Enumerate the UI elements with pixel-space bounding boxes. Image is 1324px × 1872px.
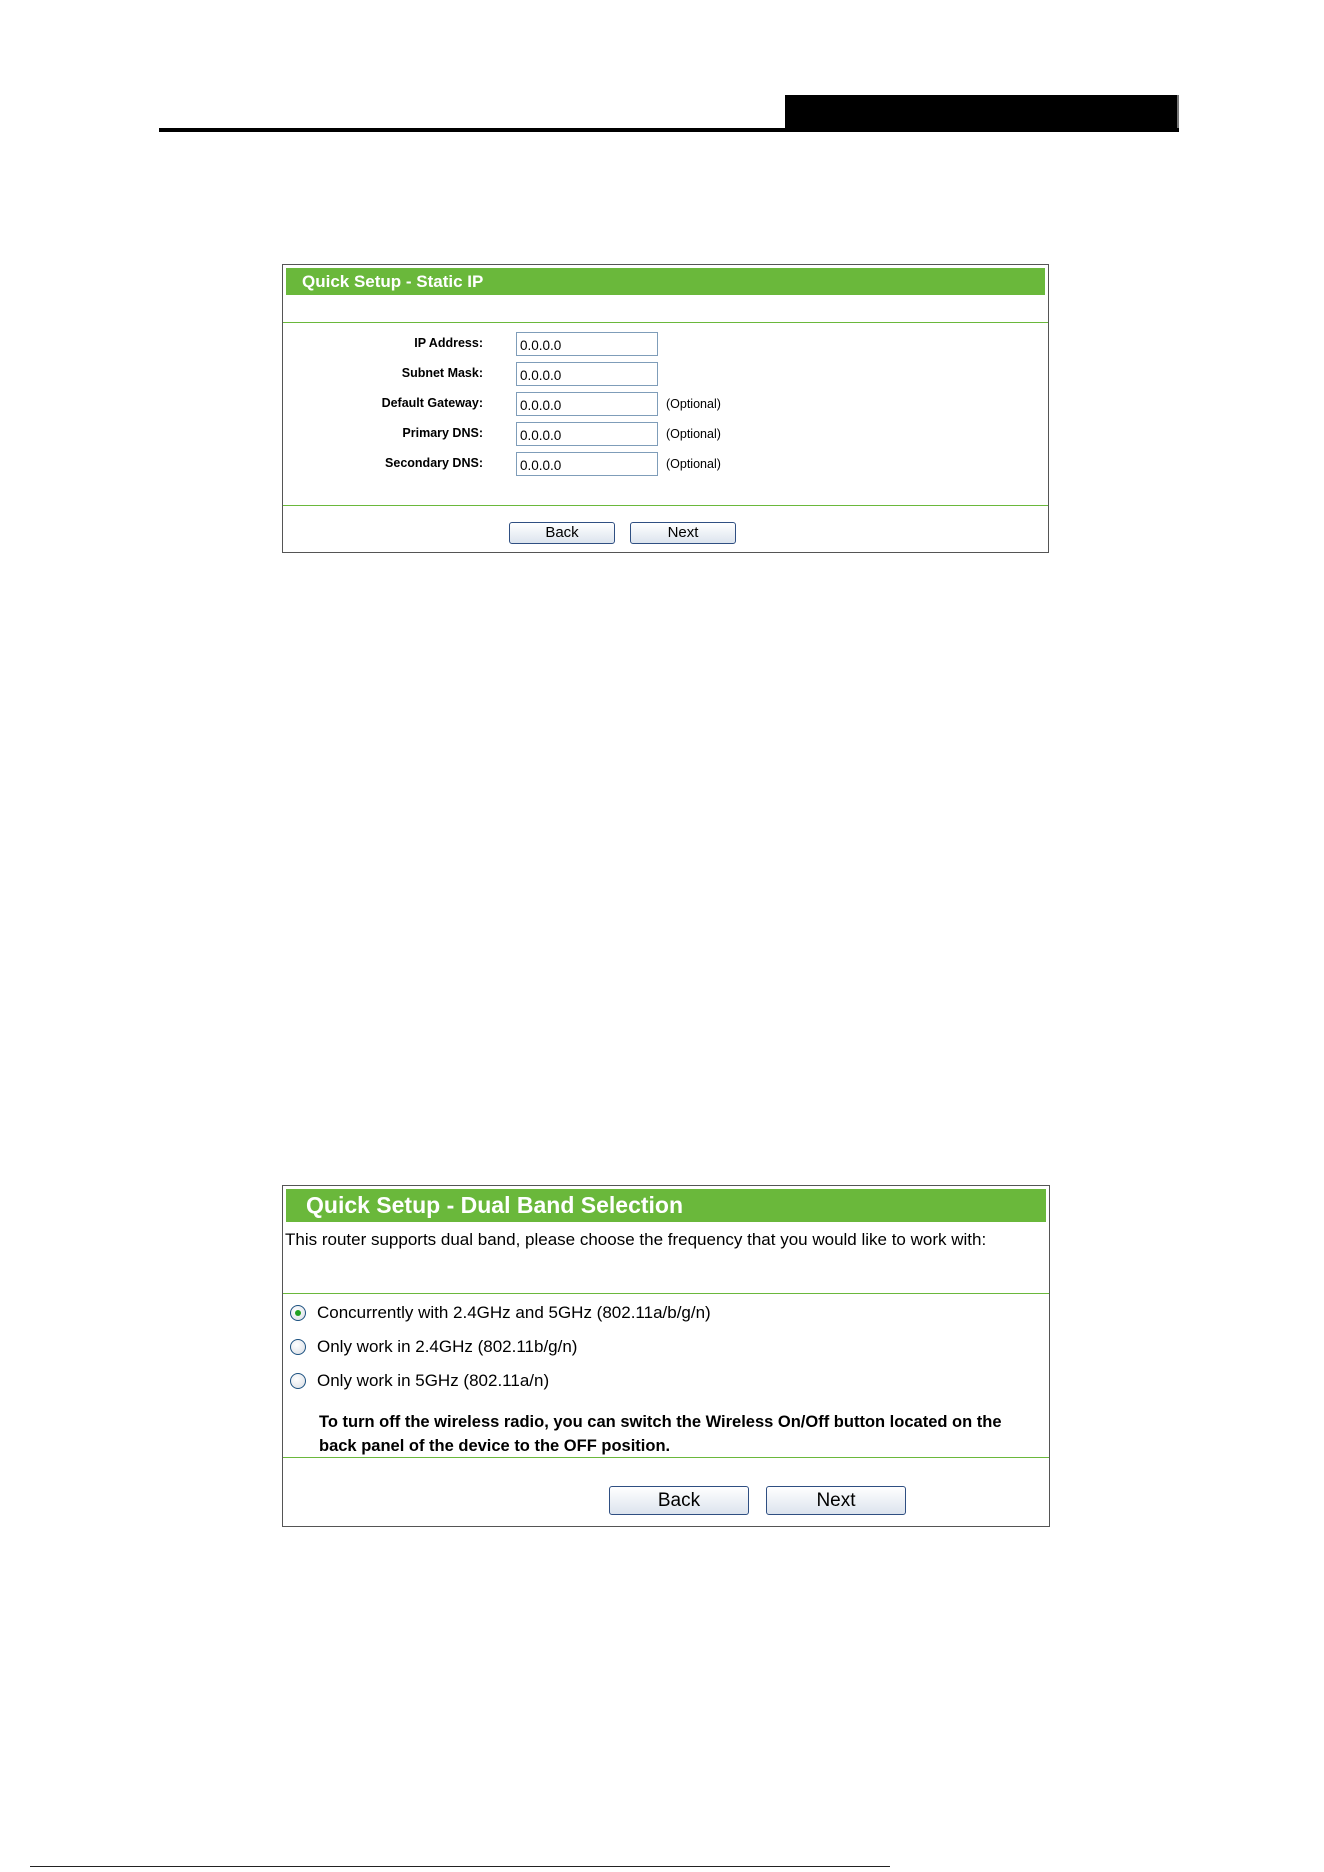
- secondary-dns-label: Secondary DNS:: [385, 456, 483, 470]
- static-ip-title: Quick Setup - Static IP: [286, 268, 1045, 295]
- wireless-off-note: To turn off the wireless radio, you can switch the Wireless On/Off button located on the back panel of the device to the OFF position.: [319, 1413, 1002, 1455]
- default-gateway-optional-note: (Optional): [666, 397, 721, 411]
- radio-5ghz-only[interactable]: [290, 1373, 306, 1389]
- ip-address-input[interactable]: [516, 332, 658, 356]
- subnet-mask-input[interactable]: [516, 362, 658, 386]
- dual-band-top-rule: [283, 1293, 1049, 1294]
- static-ip-bottom-rule: [283, 505, 1048, 506]
- option-concurrent-label: Concurrently with 2.4GHz and 5GHz (802.11a/b/g/n): [317, 1303, 711, 1322]
- static-ip-panel: [282, 264, 1049, 553]
- static-ip-back-button[interactable]: Back: [509, 522, 615, 544]
- option-5ghz-only-label: Only work in 5GHz (802.11a/n): [317, 1371, 550, 1390]
- radio-concurrent[interactable]: [290, 1305, 306, 1321]
- primary-dns-input[interactable]: [516, 422, 658, 446]
- header-tab-block: [785, 95, 1179, 132]
- default-gateway-input[interactable]: [516, 392, 658, 416]
- default-gateway-label: Default Gateway:: [381, 396, 483, 410]
- dual-band-intro-text: This router supports dual band, please choose the frequency that you would like to work with:: [285, 1230, 987, 1249]
- dual-band-next-button[interactable]: Next: [766, 1486, 906, 1515]
- subnet-mask-label: Subnet Mask:: [401, 366, 483, 380]
- dual-band-back-button[interactable]: Back: [609, 1486, 749, 1515]
- dual-band-title: Quick Setup - Dual Band Selection: [286, 1189, 1046, 1222]
- radio-2-4ghz-only[interactable]: [290, 1339, 306, 1355]
- secondary-dns-optional-note: (Optional): [666, 457, 721, 471]
- secondary-dns-input[interactable]: [516, 452, 658, 476]
- ip-address-label: IP Address:: [414, 336, 483, 350]
- option-2-4ghz-only-label: Only work in 2.4GHz (802.11b/g/n): [317, 1337, 578, 1356]
- dual-band-bottom-rule: [283, 1457, 1049, 1458]
- dual-band-panel: [282, 1185, 1050, 1527]
- primary-dns-label: Primary DNS:: [402, 426, 483, 440]
- header-rule: [159, 128, 1179, 132]
- header-tab-edge: [1177, 95, 1179, 132]
- static-ip-next-button[interactable]: Next: [630, 522, 736, 544]
- footer-rule: [30, 1866, 890, 1867]
- primary-dns-optional-note: (Optional): [666, 427, 721, 441]
- static-ip-top-rule: [283, 322, 1048, 323]
